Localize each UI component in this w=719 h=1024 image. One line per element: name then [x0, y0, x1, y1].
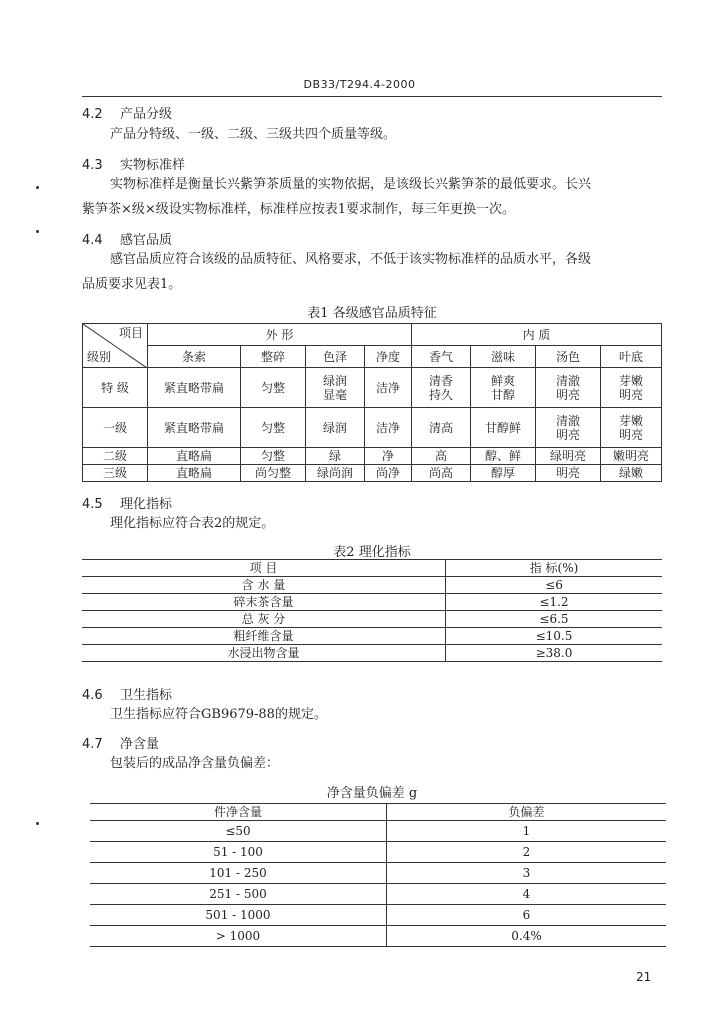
margin-mark — [36, 186, 39, 189]
table1-col-header: 净度 — [365, 346, 412, 368]
table-row — [90, 884, 666, 905]
table1-group-inner: 内 质 — [412, 324, 662, 346]
net-content-deviation-table — [90, 803, 666, 947]
table-row — [82, 577, 662, 594]
table-row — [90, 821, 666, 842]
table1-body — [83, 368, 662, 482]
table1-corner-grade: 级别 — [87, 350, 112, 364]
table1-cell: 净 — [365, 448, 412, 465]
table3-cell: 3 — [387, 863, 667, 884]
table3-cell: 4 — [387, 884, 667, 905]
sensory-quality-table — [82, 323, 662, 482]
table1-cell: 直略扁 — [148, 448, 241, 465]
table1-cell: 醇、鲜 — [471, 448, 536, 465]
section-4-2-text: 产品分特级、一级、二级、三级共四个质量等级。 — [110, 127, 397, 142]
table1-cell: 绿嫩 — [601, 465, 662, 482]
table3-head-content: 件净含量 — [90, 804, 387, 821]
table1-corner-item: 项目 — [118, 326, 143, 340]
table-row — [90, 863, 666, 884]
physicochemical-table — [82, 559, 662, 662]
table2-head-item: 项 目 — [82, 560, 446, 577]
section-4-4-text-2: 品质要求见表1。 — [82, 277, 182, 292]
table1-corner-cell — [83, 324, 148, 368]
table1-cell: 嫩明亮 — [601, 448, 662, 465]
section-4-4-heading: 4.4 感官品质 — [82, 233, 173, 248]
table2-cell: 总 灰 分 — [82, 611, 446, 628]
section-4-4-text-1: 感官品质应符合该级的品质特征、风格要求，不低于该实物标准样的品质水平，各级 — [110, 252, 592, 267]
table3-cell: 501 - 1000 — [90, 905, 387, 926]
table2-caption: 表2 理化指标 — [333, 545, 411, 560]
table1-cell: 高 — [412, 448, 471, 465]
table1-cell: 三级 — [83, 465, 148, 482]
table2-cell: ≤1.2 — [446, 594, 663, 611]
table1-cell: 鲜爽 甘醇 — [471, 368, 536, 408]
table3-head-deviation: 负偏差 — [387, 804, 667, 821]
table1-cell: 一级 — [83, 408, 148, 448]
table1-group-outer: 外 形 — [148, 324, 412, 346]
table1-col-header: 色泽 — [306, 346, 365, 368]
section-4-5-heading: 4.5 理化指标 — [82, 497, 173, 512]
table1-col-header: 叶底 — [601, 346, 662, 368]
table1-cell: 芽嫩 明亮 — [601, 408, 662, 448]
table1-cell: 甘醇鲜 — [471, 408, 536, 448]
table3-cell: 2 — [387, 842, 667, 863]
table1-cell: 尚匀整 — [241, 465, 306, 482]
section-4-7-heading: 4.7 净含量 — [82, 737, 160, 752]
table2-cell: ≥38.0 — [446, 645, 663, 662]
table1-cell: 绿尚润 — [306, 465, 365, 482]
table-row — [83, 408, 662, 448]
table1-cell: 尚净 — [365, 465, 412, 482]
table1-cell: 洁净 — [365, 368, 412, 408]
table2-cell: ≤6.5 — [446, 611, 663, 628]
table3-cell: 1 — [387, 821, 667, 842]
table3-cell: 51 - 100 — [90, 842, 387, 863]
table1-cell: 清高 — [412, 408, 471, 448]
table1-cell: 绿明亮 — [536, 448, 601, 465]
table2-cell: 含 水 量 — [82, 577, 446, 594]
table2-cell: ≤6 — [446, 577, 663, 594]
table1-cell: 尚高 — [412, 465, 471, 482]
table-row — [83, 368, 662, 408]
table1-col-header: 条索 — [148, 346, 241, 368]
table3-cell: > 1000 — [90, 926, 387, 947]
table1-cell: 直略扁 — [148, 465, 241, 482]
table1-cell: 特 级 — [83, 368, 148, 408]
table1-cell: 匀整 — [241, 368, 306, 408]
table-row — [82, 611, 662, 628]
table3-body — [90, 821, 666, 947]
margin-mark — [36, 230, 39, 233]
section-4-3-text-1: 实物标准样是衡量长兴紫笋茶质量的实物依据，是该级长兴紫笋茶的最低要求。长兴 — [110, 177, 592, 192]
section-4-5-text: 理化指标应符合表2的规定。 — [110, 516, 275, 531]
table1-caption: 表1 各级感官品质特征 — [307, 306, 437, 321]
table1-cell: 匀整 — [241, 408, 306, 448]
table2-body — [82, 577, 662, 662]
table1-cell: 醇厚 — [471, 465, 536, 482]
table3-caption: 净含量负偏差 g — [326, 786, 418, 801]
table1-col-header: 滋味 — [471, 346, 536, 368]
section-4-2-heading: 4.2 产品分级 — [82, 107, 173, 122]
table-row — [82, 594, 662, 611]
section-4-6-heading: 4.6 卫生指标 — [82, 688, 173, 703]
table1-cell: 洁净 — [365, 408, 412, 448]
table1-cell: 清澈 明亮 — [536, 368, 601, 408]
header-rule — [82, 96, 662, 97]
table-row — [83, 465, 662, 482]
document-code-header: DB33/T294.4-2000 — [303, 78, 416, 91]
table2-cell: 粗纤维含量 — [82, 628, 446, 645]
table-row — [82, 645, 662, 662]
section-4-3-text-2: 紫笋茶×级×级设实物标准样，标准样应按表1要求制作，每三年更换一次。 — [82, 202, 516, 217]
margin-mark — [36, 822, 39, 825]
table2-cell: 水浸出物含量 — [82, 645, 446, 662]
table1-cell: 清香 持久 — [412, 368, 471, 408]
table2-cell: ≤10.5 — [446, 628, 663, 645]
table1-cell: 绿润 显毫 — [306, 368, 365, 408]
table-row — [90, 905, 666, 926]
table2-cell: 碎末茶含量 — [82, 594, 446, 611]
table3-cell: 251 - 500 — [90, 884, 387, 905]
table1-cell: 绿 — [306, 448, 365, 465]
table1-cell: 匀整 — [241, 448, 306, 465]
table3-cell: ≤50 — [90, 821, 387, 842]
table1-col-header: 整碎 — [241, 346, 306, 368]
section-4-7-text: 包装后的成品净含量负偏差： — [110, 756, 280, 771]
table-row — [90, 926, 666, 947]
table-row — [83, 448, 662, 465]
table2-head-value: 指 标(%) — [446, 560, 663, 577]
table1-cell: 清澈 明亮 — [536, 408, 601, 448]
section-4-6-text: 卫生指标应符合GB9679-88的规定。 — [110, 707, 327, 722]
table-row — [90, 842, 666, 863]
page-number: 21 — [636, 970, 652, 984]
table1-cell: 二级 — [83, 448, 148, 465]
table1-col-header: 香气 — [412, 346, 471, 368]
table1-cell: 紧直略带扁 — [148, 408, 241, 448]
table1-col-header: 汤色 — [536, 346, 601, 368]
table-row — [82, 628, 662, 645]
table1-cell: 明亮 — [536, 465, 601, 482]
section-4-3-heading: 4.3 实物标准样 — [82, 158, 186, 173]
table3-cell: 6 — [387, 905, 667, 926]
table1-cell: 绿润 — [306, 408, 365, 448]
table1-cell: 芽嫩 明亮 — [601, 368, 662, 408]
table3-cell: 0.4% — [387, 926, 667, 947]
table3-cell: 101 - 250 — [90, 863, 387, 884]
table1-cell: 紧直略带扁 — [148, 368, 241, 408]
